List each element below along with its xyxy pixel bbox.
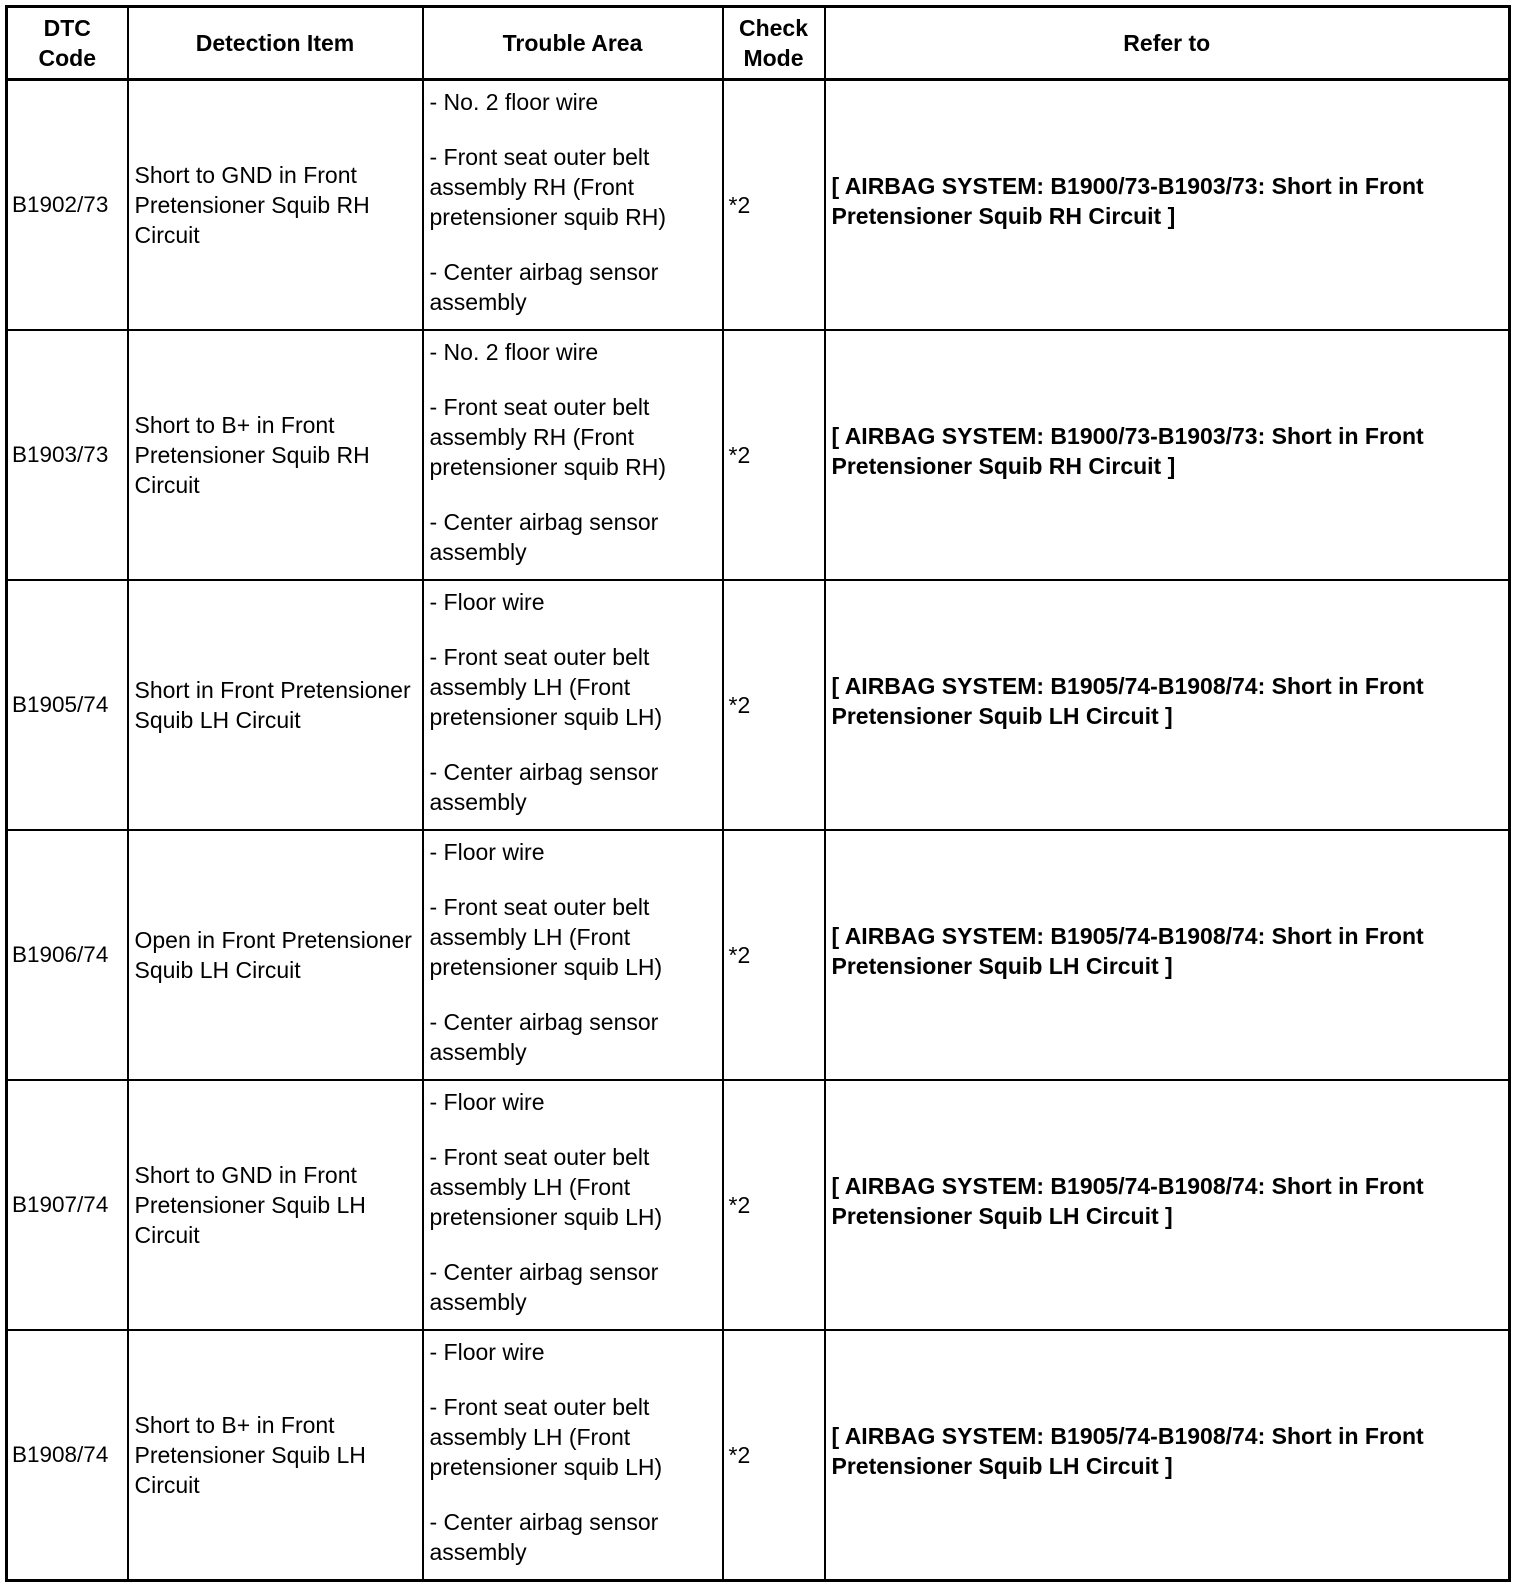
trouble-area-item: - Center airbag sensor assembly [429,1259,659,1315]
detection-item-cell: Open in Front Pretensioner Squib LH Circuit [128,830,423,1080]
trouble-area-cell [423,580,723,830]
trouble-area-cell [423,1330,723,1581]
table-row [7,830,1510,1080]
trouble-area-list [430,87,716,317]
trouble-area-item: - Floor wire [429,839,545,865]
check-mode-cell: *2 [723,580,825,830]
table-row [7,80,1510,331]
trouble-area-cell [423,80,723,331]
trouble-area-item: - Center airbag sensor assembly [429,759,659,815]
trouble-area-item: - Front seat outer belt assembly RH (Front pretensioner squib RH) [429,394,667,480]
detection-item-cell: Short to GND in Front Pretensioner Squib LH Circuit [128,1080,423,1330]
trouble-area-item: - Center airbag sensor assembly [429,1509,659,1565]
header-dtc-code-line2: Code [38,45,96,71]
trouble-area-cell [423,830,723,1080]
trouble-area-item: - Center airbag sensor assembly [429,509,659,565]
header-trouble-area: Trouble Area [423,7,723,80]
trouble-area-list [430,337,716,567]
refer-to-link[interactable]: [ AIRBAG SYSTEM: B1900/73-B1903/73: Short in Front Pretensioner Squib RH Circuit ] [825,80,1510,331]
table-body [7,80,1510,1581]
header-refer-to: Refer to [825,7,1510,80]
table-header [7,7,1510,80]
trouble-area-item: - Floor wire [429,589,545,615]
dtc-code-cell: B1907/74 [7,1080,128,1330]
trouble-area-item: - Front seat outer belt assembly LH (Front pretensioner squib LH) [429,1394,663,1480]
trouble-area-list [430,1087,716,1317]
trouble-area-item: - No. 2 floor wire [429,89,599,115]
trouble-area-item: - Floor wire [429,1089,545,1115]
detection-item-cell: Short in Front Pretensioner Squib LH Circuit [128,580,423,830]
trouble-area-item: - Floor wire [429,1339,545,1365]
refer-to-link[interactable]: [ AIRBAG SYSTEM: B1905/74-B1908/74: Short in Front Pretensioner Squib LH Circuit ] [825,1080,1510,1330]
table-row [7,1080,1510,1330]
trouble-area-item: - No. 2 floor wire [429,339,599,365]
trouble-area-item: - Center airbag sensor assembly [429,259,659,315]
trouble-area-list [430,1337,716,1567]
refer-to-link[interactable]: [ AIRBAG SYSTEM: B1905/74-B1908/74: Short in Front Pretensioner Squib LH Circuit ] [825,1330,1510,1581]
refer-to-link[interactable]: [ AIRBAG SYSTEM: B1900/73-B1903/73: Short in Front Pretensioner Squib RH Circuit ] [825,330,1510,580]
dtc-code-cell: B1902/73 [7,80,128,331]
dtc-code-cell: B1905/74 [7,580,128,830]
dtc-table [5,5,1511,1582]
trouble-area-item: - Front seat outer belt assembly LH (Front pretensioner squib LH) [429,644,663,730]
trouble-area-item: - Front seat outer belt assembly LH (Front pretensioner squib LH) [429,1144,663,1230]
check-mode-cell: *2 [723,330,825,580]
header-check-mode-line2: Mode [743,45,804,71]
header-row [7,7,1510,80]
header-dtc-code [7,7,128,80]
trouble-area-list [430,837,716,1067]
trouble-area-item: - Front seat outer belt assembly RH (Front pretensioner squib RH) [429,144,667,230]
trouble-area-cell [423,330,723,580]
header-dtc-code-line1: DTC [43,15,91,41]
trouble-area-list [430,587,716,817]
detection-item-cell: Short to GND in Front Pretensioner Squib RH Circuit [128,80,423,331]
detection-item-cell: Short to B+ in Front Pretensioner Squib LH Circuit [128,1330,423,1581]
detection-item-cell: Short to B+ in Front Pretensioner Squib RH Circuit [128,330,423,580]
table-row [7,1330,1510,1581]
refer-to-link[interactable]: [ AIRBAG SYSTEM: B1905/74-B1908/74: Short in Front Pretensioner Squib LH Circuit ] [825,830,1510,1080]
trouble-area-item: - Front seat outer belt assembly LH (Front pretensioner squib LH) [429,894,663,980]
header-check-mode-line1: Check [738,15,809,41]
table-row [7,330,1510,580]
dtc-code-cell: B1903/73 [7,330,128,580]
header-check-mode [723,7,825,80]
check-mode-cell: *2 [723,830,825,1080]
table-row [7,580,1510,830]
trouble-area-cell [423,1080,723,1330]
refer-to-link[interactable]: [ AIRBAG SYSTEM: B1905/74-B1908/74: Short in Front Pretensioner Squib LH Circuit ] [825,580,1510,830]
dtc-code-cell: B1906/74 [7,830,128,1080]
trouble-area-item: - Center airbag sensor assembly [429,1009,659,1065]
header-detection-item: Detection Item [128,7,423,80]
check-mode-cell: *2 [723,1080,825,1330]
check-mode-cell: *2 [723,80,825,331]
dtc-code-cell: B1908/74 [7,1330,128,1581]
check-mode-cell: *2 [723,1330,825,1581]
